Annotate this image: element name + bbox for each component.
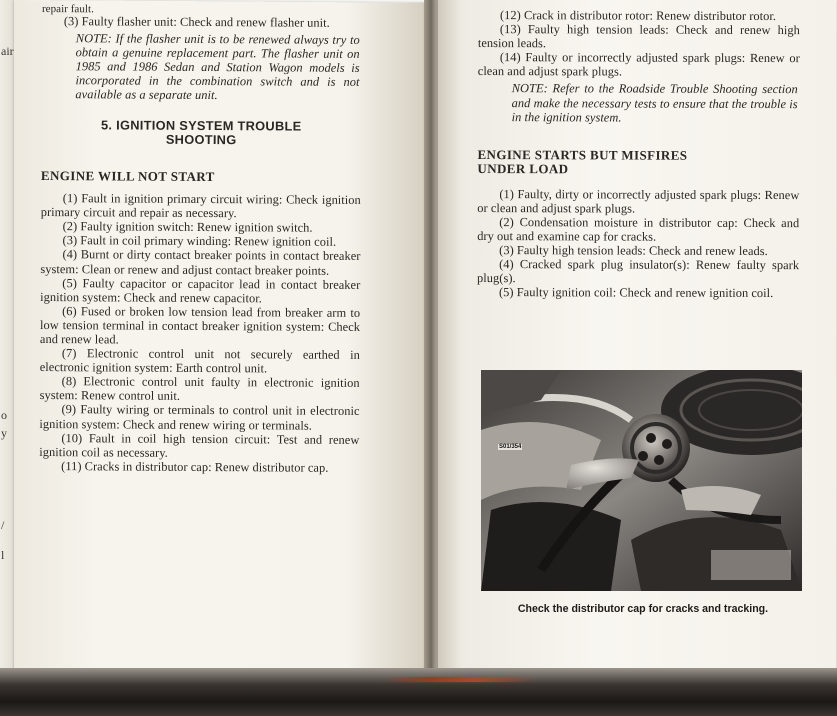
subsection-heading: ENGINE STARTS BUT MISFIRES UNDER LOAD <box>477 146 688 177</box>
list-item: (5) Faulty capacitor or capacitor lead in contact breaker ignition system: Check and renew capacitor. <box>40 275 361 306</box>
distributor-cap-illustration <box>481 370 802 591</box>
list-item: (8) Electronic control unit faulty in electronic ignition system: Renew control unit. <box>39 374 360 404</box>
table-surface-shadow <box>0 668 837 716</box>
list-item: (3) Fault in coil primary winding: Renew ignition coil. <box>62 233 337 250</box>
figure-reference-label: S01/354 <box>499 444 522 450</box>
list-item: (6) Fused or broken low tension lead from breaker arm to low tension terminal in contact breaker ignition system: Check and renew lead. <box>39 303 361 347</box>
cut-off-line: repair fault. <box>41 3 94 16</box>
note-paragraph: NOTE: Refer to the Roadside Trouble Shooting section and make the necessary tests to ensure that the trouble is in the ignition system. <box>511 81 798 125</box>
list-item: (4) Cracked spark plug insulator(s): Renew faulty spark plug(s). <box>477 257 800 286</box>
margin-fragment: air <box>1 44 14 58</box>
list-item: (2) Faulty ignition switch: Renew ignition switch. <box>62 219 313 235</box>
note-paragraph: NOTE: If the flasher unit is to be renewed always try to obtain a genuine replacement part. The flasher unit on 1985 and 1986 Sedan and Station Wagon models is incorporated in the combination switch and is not available as a separate unit. <box>75 31 360 103</box>
list-item: (5) Faulty ignition coil: Check and renew ignition coil. <box>498 285 774 301</box>
list-item: (11) Cracks in distributor cap: Renew distributor cap. <box>61 458 329 475</box>
list-item: (2) Condensation moisture in distributor cap: Check and dry out and examine cap for cracks. <box>477 215 800 244</box>
list-item: (13) Faulty high tension leads: Check and renew high tension leads. <box>477 22 800 51</box>
margin-fragment: o <box>1 408 7 422</box>
list-item: (14) Faulty or incorrectly adjusted spark plugs: Renew or clean and adjust spark plugs. <box>477 50 800 79</box>
list-item: (1) Fault in ignition primary circuit wiring: Check ignition primary circuit and repair as necessary. <box>40 191 361 221</box>
previous-page-edge <box>0 0 14 675</box>
list-item: (4) Burnt or dirty contact breaker points in contact breaker system: Clean or renew and adjust contact breaker points. <box>40 247 361 278</box>
distributor-cap-photo <box>481 370 802 591</box>
list-item: (9) Faulty wiring or terminals to control unit in electronic ignition system: Check and renew wiring or terminals. <box>39 402 360 433</box>
margin-fragment: / <box>1 518 5 532</box>
subsection-heading: ENGINE WILL NOT START <box>40 167 215 184</box>
figure-caption: Check the distributor cap for cracks and tracking. <box>517 603 769 615</box>
margin-fragment: y <box>1 426 7 440</box>
list-item: (10) Fault in coil high tension circuit: Test and renew ignition coil as necessary. <box>39 430 360 460</box>
right-page-text <box>477 8 800 301</box>
cover-edge <box>385 677 535 682</box>
section-title: 5. IGNITION SYSTEM TROUBLE SHOOTING <box>100 116 302 148</box>
list-item: (1) Faulty, dirty or incorrectly adjusted spark plugs: Renew or clean and adjust spark plugs. <box>477 186 800 216</box>
left-page-text <box>39 4 362 475</box>
list-item: (3) Faulty flasher unit: Check and renew flasher unit. <box>63 14 330 30</box>
list-item: (12) Crack in distributor rotor: Renew distributor rotor. <box>499 8 777 24</box>
margin-fragment: l <box>1 548 5 562</box>
list-item: (3) Faulty high tension leads: Check and renew leads. <box>499 243 768 259</box>
list-item: (7) Electronic control unit not securely earthed in electronic ignition system: Earth control unit. <box>39 346 360 376</box>
